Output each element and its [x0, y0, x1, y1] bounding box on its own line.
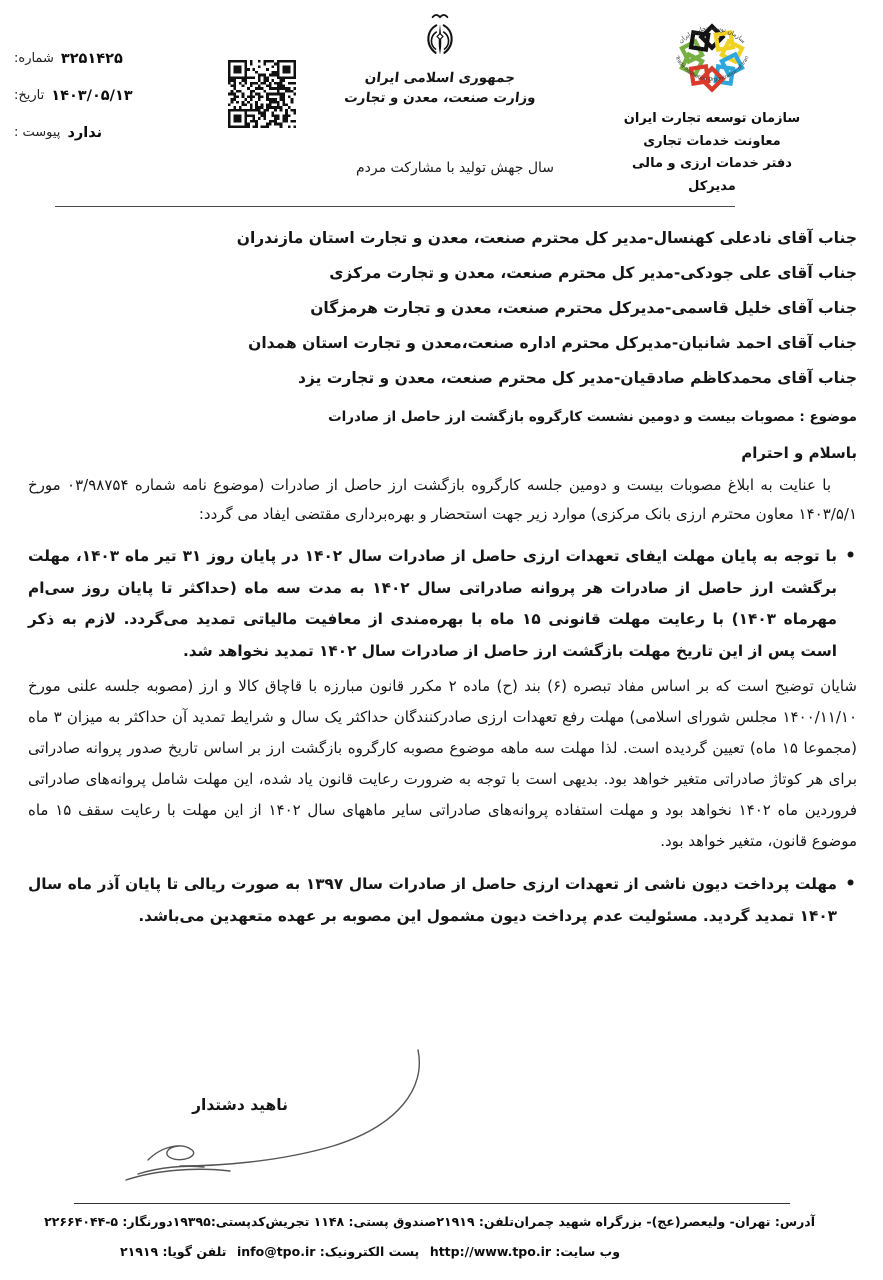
organization-header — [577, 4, 847, 198]
letter-number-row — [14, 40, 186, 77]
note-paragraph: شایان توضیح است که بر اساس مفاد تبصره (۶) بند (ح) ماده ۲ مکرر قانون مبارزه با قاچاق کالا و ارز (مصوبه جلسه علنی مورخ ۱۴۰۰/۱۱/۱۰ مجلس شورای اسلامی) مهلت رفع تعهدات ارزی صادرکنندگان حداکثر یک سال و شرایط تمدید آن حداکثر به میزان ۳ ماه (مجموعا ۱۵ ماه) تعیین گردیده است. لذا مهلت سه ماهه موضوع مصوبه کارگروه بازگشت ارز بر اساس تاریخ صدور پروانه صادراتی برای هر کوتاژ صادراتی متغیر خواهد بود. بدیهی است با توجه به ضرورت رعایت قانون یاد شده، این مهلت شامل پروانه‌های صادراتی فروردین ماه ۱۴۰۲ نخواهد بود و مهلت استفاده پروانه‌های صادراتی سایر ماههای سال ۱۴۰۲ از این مهلت با رعایت سقف ۱۵ ماه موضوع قانون، متغیر خواهد بود. — [28, 677, 858, 850]
letter-number-value: ۳۲۵۱۴۲۵ — [60, 50, 123, 67]
tpo-logo-icon — [662, 4, 762, 104]
letter-date-row — [14, 77, 186, 114]
bullet-item-debts: • مهلت پرداخت دیون ناشی از تعهدات ارزی حاصل از صادرات سال ۱۳۹۷ به صورت ریالی تا پایان آذر ماه سال ۱۴۰۳ تمدید گردید. مسئولیت عدم پرداخت دیون مشمول این مصوبه بر عهده متعهدین می‌باشد. — [28, 869, 857, 932]
tpo-ring-text-fa: سازمان توسعه تجارت ایران — [677, 24, 747, 45]
recipient-line: جناب آقای نادعلی کهنسال-مدیر کل محترم صنعت، معدن و تجارت استان مازندران — [236, 229, 857, 247]
letter-date-label: تاریخ: — [14, 88, 45, 103]
letter-date-value: ۱۴۰۳/۰۵/۱۳ — [51, 87, 133, 104]
letter-attachment-value: ندارد — [67, 124, 103, 141]
salutation: باسلام و احترام — [741, 444, 857, 462]
ministry-name: وزارت صنعت، معدن و تجارت — [343, 90, 537, 106]
qr-code — [228, 60, 296, 128]
footer-line-2 — [120, 1244, 620, 1259]
org-name: سازمان توسعه تجارت ایران — [623, 111, 801, 126]
footer-postal-code: کدپستی:۱۹۳۹۵ — [172, 1214, 266, 1229]
letter-body — [28, 221, 857, 932]
footer-email: پست الکترونیک: info@tpo.ir — [236, 1244, 420, 1259]
letter-number-label: شماره: — [14, 51, 54, 66]
tpo-ring-text-en: Trade Promotion Organization of Iran — [673, 55, 751, 83]
footer-pobox: صندوق پستی: ۱۱۴۸ تجریش — [265, 1214, 437, 1229]
org-office: دفتر خدمات ارزی و مالی — [632, 156, 792, 171]
letter-attachment-row — [14, 114, 186, 151]
recipient-line: جناب آقای محمدکاظم صادقیان-مدیر کل محترم صنعت، معدن و تجارت یزد — [298, 369, 857, 387]
bullet-item-extension: • با توجه به پایان مهلت ایفای تعهدات ارزی حاصل از صادرات سال ۱۴۰۲ در پایان روز ۳۱ تیر ماه ۱۴۰۳، مهلت برگشت ارز حاصل از صادرات هر پروانه صادراتی سال ۱۴۰۲ به مدت سه ماه (حداکثر تا پایان روز سی‌ام مهرماه ۱۴۰۳) با رعایت مهلت قانونی ۱۵ ماه با بهره‌مندی از معافیت مالیاتی تمدید می‌گردد. لازم به ذکر است پس از این تاریخ مهلت بازگشت ارز حاصل از صادرات سال ۱۴۰۲ تمدید نخواهد شد. — [28, 541, 857, 667]
recipient-line: جناب آقای خلیل قاسمی-مدیرکل محترم صنعت، معدن و تجارت هرمزگان — [310, 299, 857, 317]
org-role: مدیرکل — [688, 178, 736, 194]
org-deputy: معاونت خدمات تجاری — [643, 133, 781, 149]
production-slogan: سال جهش تولید با مشارکت مردم — [355, 160, 555, 176]
recipient-line: جناب آقای علی جودکی-مدیر کل محترم صنعت، معدن و تجارت مرکزی — [329, 264, 857, 282]
letter-attachment-label: پیوست : — [14, 125, 61, 140]
ministry-country: جمهوری اسلامی ایران — [364, 70, 516, 86]
intro-paragraph: با عنایت به ابلاغ مصوبات بیست و دومین جلسه کارگروه بازگشت ارز حاصل از صادرات (موضوع نامه شماره ۰۳/۹۸۷۵۴ مورخ ۱۴۰۳/۵/۱ معاون محترم ارزی بانک مرکزی) موارد زیر جهت استحضار و بهره‌برداری مقتضی ایفاد می گردد: — [28, 476, 857, 523]
footer-address: آدرس: تهران- ولیعصر(عج)- بزرگراه شهید چمران — [513, 1214, 815, 1229]
footer-phone: تلفن: ۲۱۹۱۹ — [436, 1214, 514, 1229]
subject-line: موضوع : مصوبات بیست و دومین نشست کارگروه بازگشت ارز حاصل از صادرات — [328, 409, 857, 425]
footer-divider — [74, 1203, 790, 1204]
signature-name: ناهید دشتدار — [192, 1096, 288, 1114]
footer-website: وب سایت: http://www.tpo.ir — [429, 1244, 620, 1259]
footer-line-1 — [44, 1214, 815, 1229]
svg-text:سازمان توسعه تجارت ایران — [677, 25, 746, 45]
letter-meta-block — [14, 40, 186, 151]
ministry-header — [330, 12, 550, 106]
footer-voice-phone: تلفن گویا: ۲۱۹۱۹ — [120, 1244, 227, 1259]
recipients-block — [28, 221, 857, 396]
footer-fax: دورنگار: ۵-۲۲۶۶۴۰۴۴ — [44, 1214, 173, 1229]
header-divider — [55, 206, 735, 207]
national-emblem-icon — [417, 12, 463, 64]
recipient-line: جناب آقای احمد شانیان-مدیرکل محترم اداره صنعت،معدن و تجارت استان همدان — [248, 334, 857, 352]
signature-scribble-icon — [88, 1048, 448, 1198]
